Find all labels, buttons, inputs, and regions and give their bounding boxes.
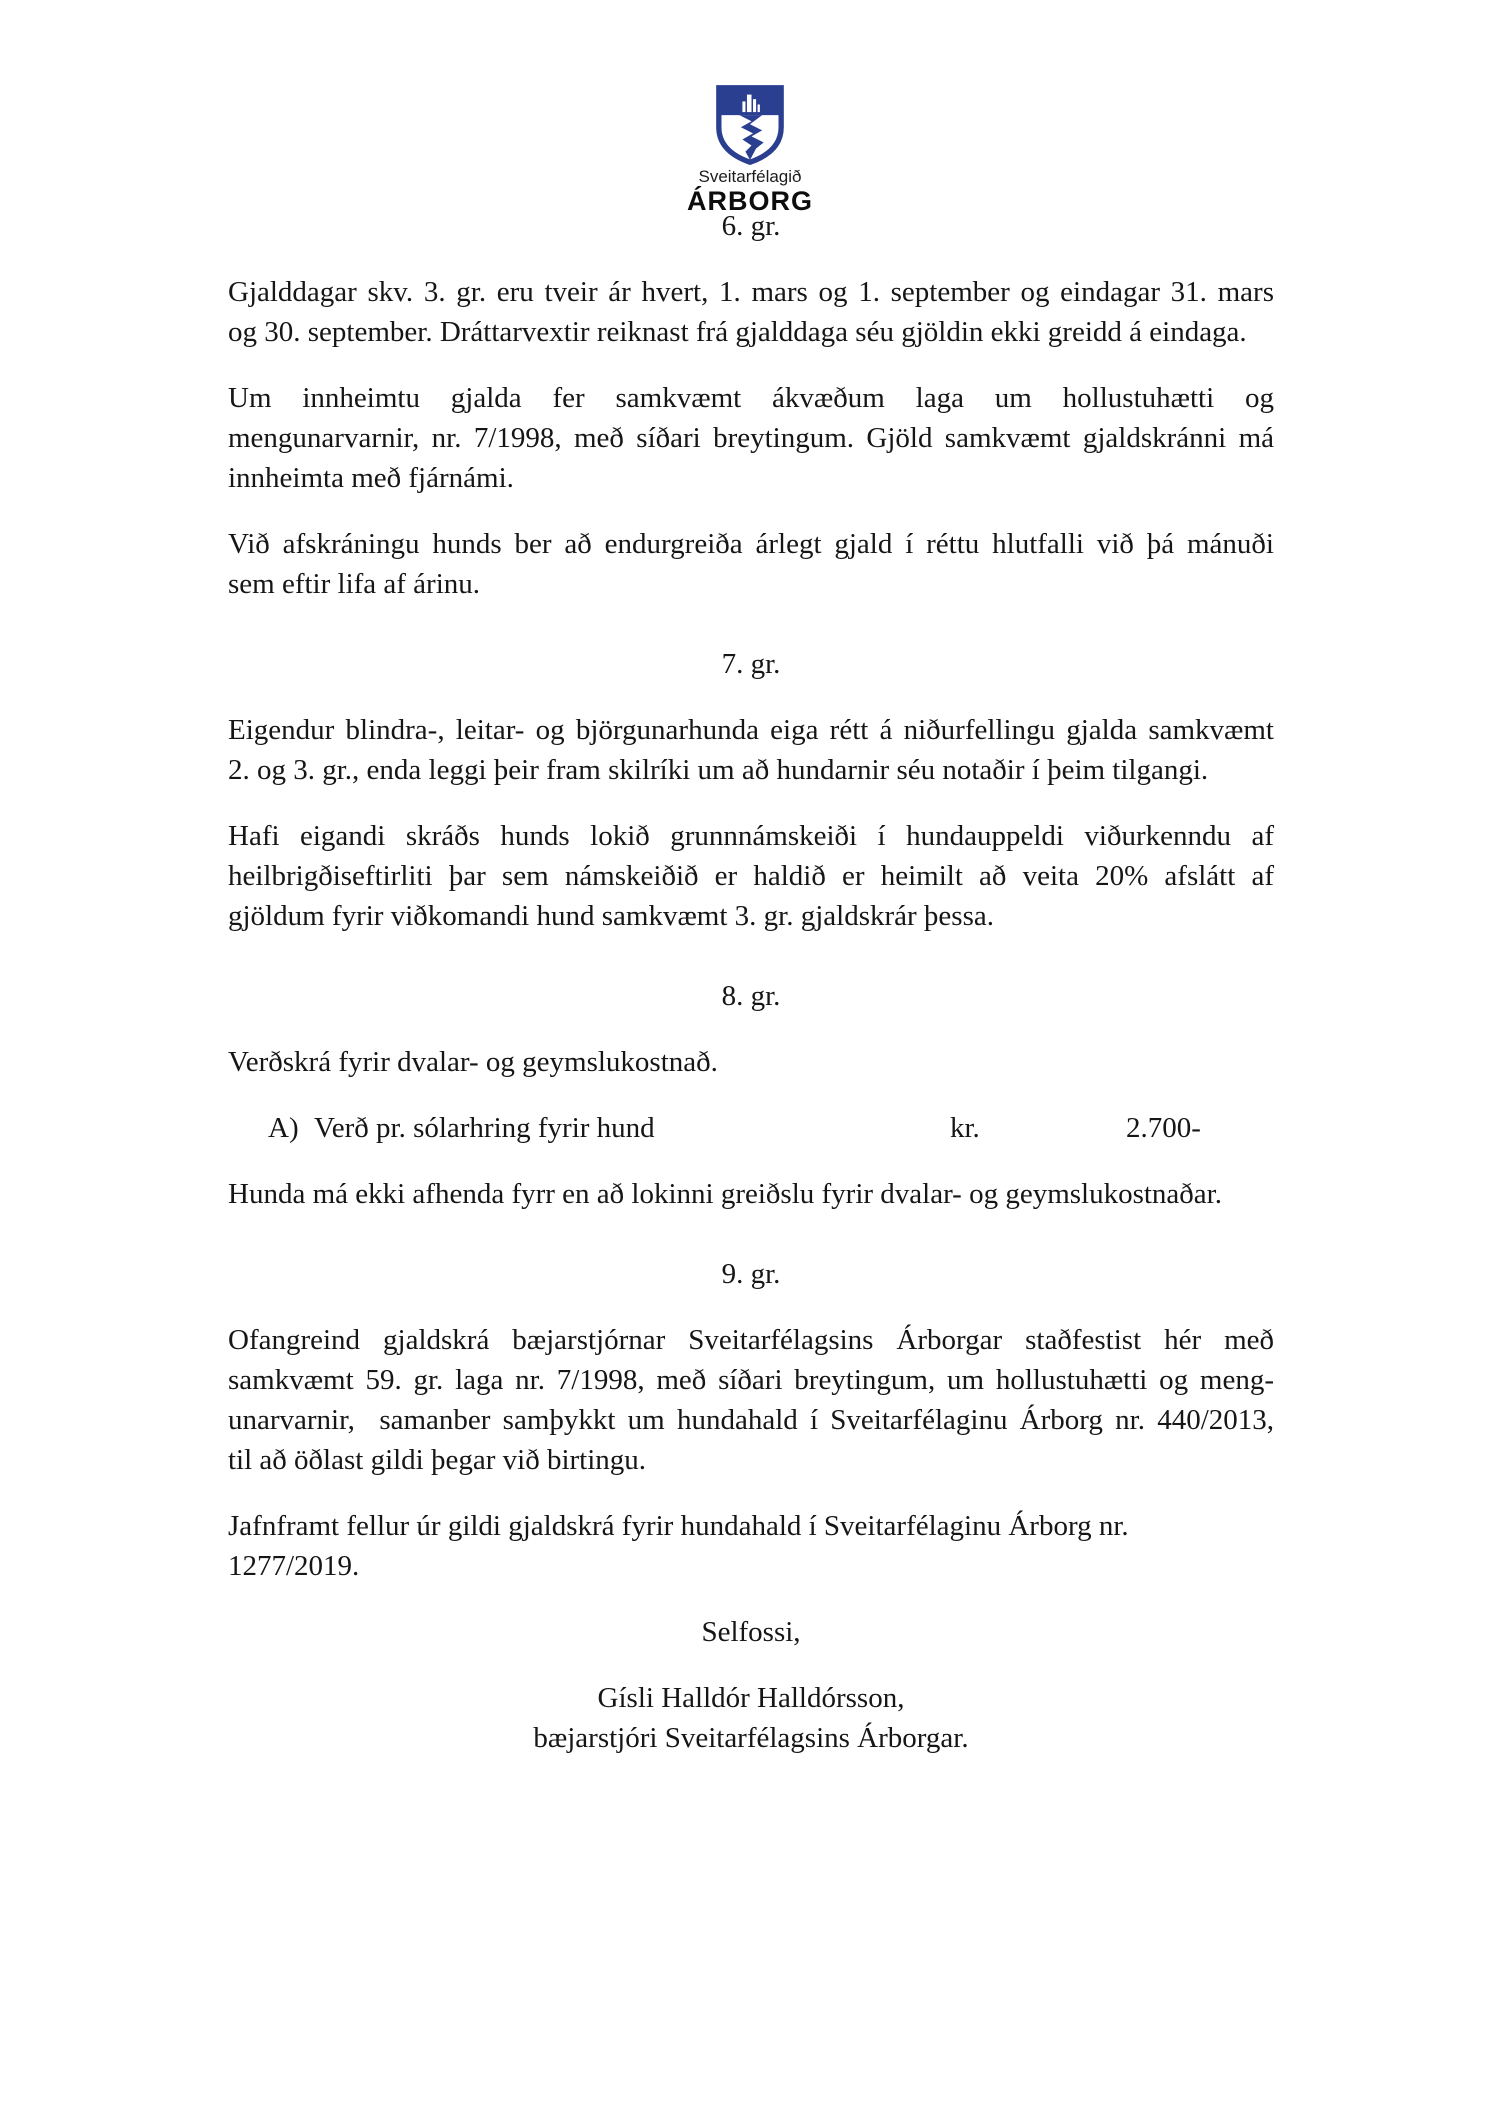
paragraph [228,1506,1274,1586]
paragraph-line: 1277/2019. [228,1550,360,1582]
signature-line: bæjarstjóri Sveitarfélagsins Árborgar. [533,1722,969,1754]
paragraph-line: heilbrigðiseftirliti þar sem námskeiðið er haldið er heimilt að veita 20% afslátt af [228,860,1274,892]
paragraph-line: Hafi eigandi skráðs hunds lokið grunnnámskeiði í hundauppeldi viðurkenndu af [228,820,1274,852]
paragraph-line: mengunarvarnir, nr. 7/1998, með síðari breytingum. Gjöld samkvæmt gjaldskránni má [228,422,1274,454]
paragraph [228,378,1274,498]
section-heading: 7. gr. [721,648,781,680]
paragraph-line: Við afskráningu hunds ber að endurgreiða árlegt gjald í réttu hlutfalli við þá mánuði [228,528,1274,560]
signature-line: Gísli Halldór Halldórsson, [597,1682,905,1714]
paragraph-line: Verðskrá fyrir dvalar- og geymslukostnað. [228,1046,718,1078]
paragraph-line: Hunda má ekki afhenda fyrr en að lokinni greiðslu fyrir dvalar- og geymslukostnaðar. [228,1178,1222,1210]
paragraph-line: sem eftir lifa af árinu. [228,568,481,600]
paragraph [228,1042,1274,1082]
paragraph-line: samkvæmt 59. gr. laga nr. 7/1998, með síðari breytingum, um hollustuhætti og meng- [228,1364,1274,1396]
paragraph-line: Gjalddagar skv. 3. gr. eru tveir ár hvert, 1. mars og 1. september og eindagar 31. mars [228,276,1274,308]
paragraph-line: til að öðlast gildi þegar við birtingu. [228,1444,647,1476]
coat-of-arms-icon [712,84,788,166]
place-line: Selfossi, [701,1616,801,1648]
paragraph-line: Um innheimtu gjalda fer samkvæmt ákvæðum laga um hollustuhætti og [228,382,1274,414]
price-amount: 2.700- [1126,1112,1201,1144]
paragraph-line: unarvarnir, samanber samþykkt um hundahald í Sveitarfélaginu Árborg nr. 440/2013, [228,1404,1274,1436]
paragraph-line: gjöldum fyrir viðkomandi hund samkvæmt 3. gr. gjaldskrár þessa. [228,900,994,932]
org-subtitle: Sveitarfélagið [698,167,802,186]
signature-block [228,1678,1274,1758]
section-heading: 9. gr. [721,1258,781,1290]
paragraph-line: Ofangreind gjaldskrá bæjarstjórnar Sveitarfélagsins Árborgar staðfestist hér með [228,1324,1274,1356]
price-currency: kr. [950,1112,980,1144]
paragraph-line: Eigendur blindra-, leitar- og björgunarhunda eiga rétt á niðurfellingu gjalda samkvæmt [228,714,1274,746]
paragraph-line: og 30. september. Dráttarvextir reiknast frá gjalddaga séu gjöldin ekki greidd á eindaga. [228,316,1247,348]
paragraph [228,710,1274,790]
document-body [228,206,1274,1758]
paragraph [228,1174,1274,1214]
price-item-label: Verð pr. sólarhring fyrir hund [314,1112,655,1144]
org-name: ÁRBORG [687,186,813,216]
paragraph [228,816,1274,936]
paragraph [228,1320,1274,1480]
paragraph [228,524,1274,604]
paragraph-line: 2. og 3. gr., enda leggi þeir fram skilríki um að hundarnir séu notaðir í þeim tilgangi. [228,754,1209,786]
paragraph [228,272,1274,352]
paragraph-line: innheimta með fjárnámi. [228,462,514,494]
price-row [228,1108,1274,1148]
section-heading: 8. gr. [721,980,781,1012]
price-item-letter: A) [268,1112,299,1144]
section-heading: 6. gr. [721,210,781,242]
letterhead [0,84,1500,216]
paragraph-line: Jafnframt fellur úr gildi gjaldskrá fyrir hundahald í Sveitarfélaginu Árborg nr. [228,1510,1129,1542]
